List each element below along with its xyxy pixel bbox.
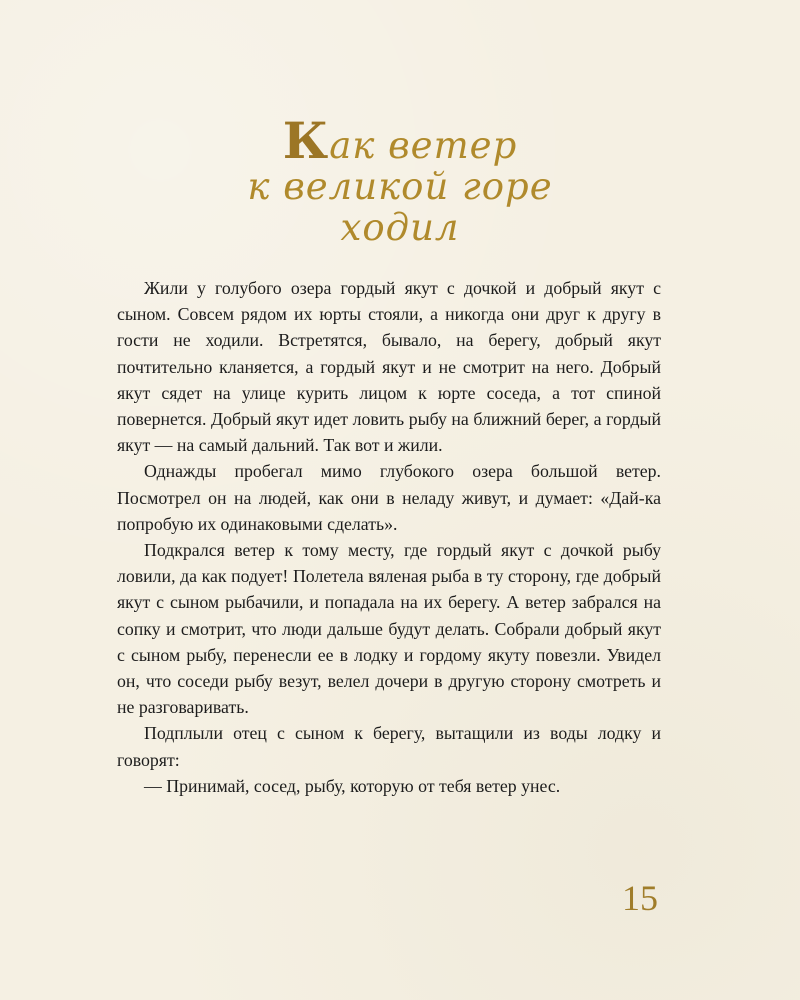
title-line-3: ходил bbox=[340, 206, 460, 249]
story-title bbox=[0, 111, 800, 249]
story-body bbox=[117, 275, 661, 799]
paragraph: Однажды пробегал мимо глубокого озера большой ветер. Посмотрел он на людей, как они в неладу живут, и думает: «Дай-ка попробую их одинаковыми сделать». bbox=[117, 461, 661, 534]
title-initial-letter: К bbox=[282, 111, 330, 170]
paragraph: — Принимай, сосед, рыбу, которую от тебя ветер унес. bbox=[144, 775, 561, 796]
title-line-2: к великой горе bbox=[247, 165, 553, 208]
page-number: 15 bbox=[622, 878, 658, 918]
paragraph: Жили у голубого озера гордый якут с дочкой и добрый якут с сыном. Совсем рядом их юрты стояли, а никогда они друг к другу в гости не ходили. Встретятся, бывало, на берегу, добрый якут почтительно кланяется, а гордый якут и не смотрит на него. Добрый якут сядет на улице курить лицом к юрте соседа, а тот спиной повернется. Добрый якут идет ловить рыбу на ближний берег, а гордый якут — на самый дальний. Так вот и жили. bbox=[117, 278, 661, 456]
paragraph: Подплыли отец с сыном к берегу, вытащили из воды лодку и говорят: bbox=[117, 723, 661, 770]
paragraph: Подкрался ветер к тому месту, где гордый якут с дочкой рыбу ловили, да как подует! Полетела вяленая рыба в ту сторону, где добрый якут с сыном рыбачили, и попадала на их берегу. А ветер забрался на сопку и смотрит, что люди дальше будут делать. Собрали добрый якут с сыном рыбу, перенесли ее в лодку и гордому якуту повезли. Увидел он, что соседи рыбу везут, велел дочери в другую сторону смотреть и не разговаривать. bbox=[117, 540, 661, 718]
title-line-1 bbox=[0, 111, 800, 170]
title-line-1-text: ак ветер bbox=[329, 124, 518, 167]
